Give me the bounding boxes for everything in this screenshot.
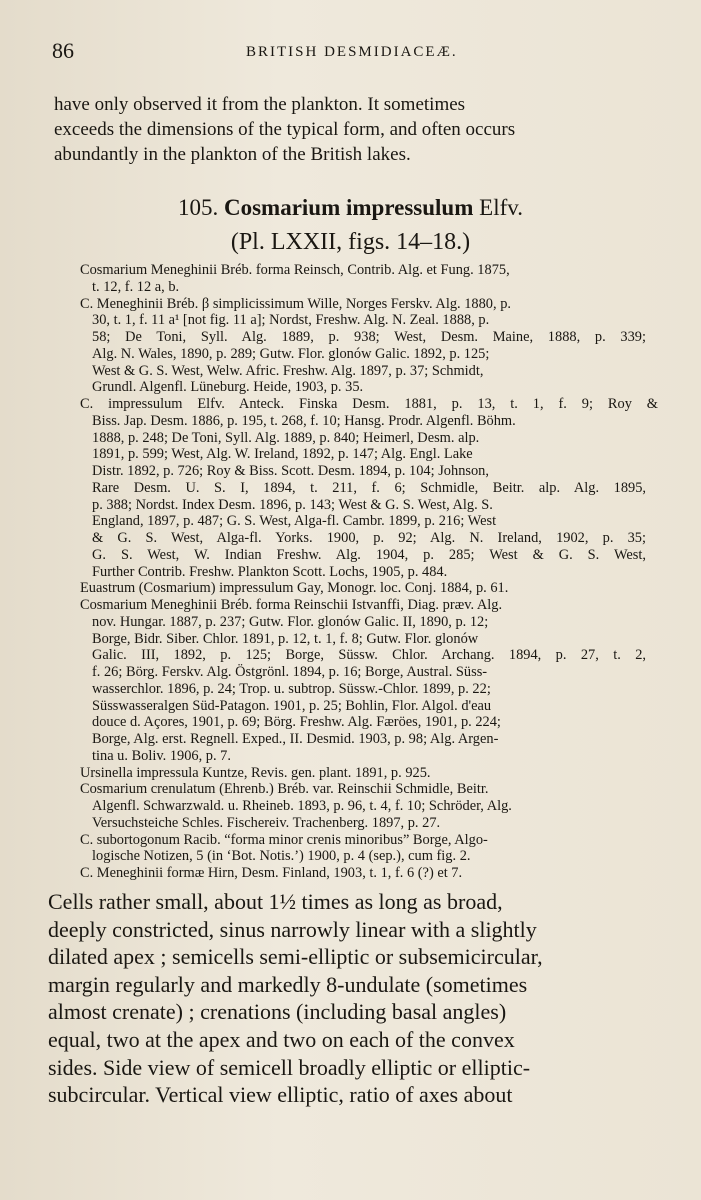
synonymy-line: 58; De Toni, Syll. Alg. 1889, p. 938; West, Desm. Maine, 1888, p. 339; bbox=[92, 329, 646, 345]
plate-reference: (Pl. LXXII, figs. 14–18.) bbox=[230, 229, 471, 255]
synonymy-line: f. 26; Börg. Ferskv. Alg. Östgrönl. 1894, p. 16; Borge, Austral. Süss- bbox=[92, 664, 488, 680]
synonymy-line: 30, t. 1, f. 11 a¹ [not fig. 11 a]; Nordst, Freshw. Alg. N. Zeal. 1888, p. bbox=[92, 312, 490, 329]
synonymy-line: Distr. 1892, p. 726; Roy & Biss. Scott. Desm. 1894, p. 104; Johnson, bbox=[92, 463, 489, 479]
synonymy-line: Euastrum (Cosmarium) impressulum Gay, Monogr. loc. Conj. 1884, p. 61. bbox=[80, 580, 509, 597]
species-heading bbox=[0, 192, 701, 224]
synonymy-line: wasserchlor. 1896, p. 24; Trop. u. subtrop. Süssw.-Chlor. 1899, p. 22; bbox=[92, 680, 491, 697]
intro-paragraph bbox=[54, 92, 664, 167]
synonymy-line: C. impressulum Elfv. Anteck. Finska Desm. 1881, p. 13, t. 1, f. 9; Roy & bbox=[80, 396, 658, 412]
synonymy-line: Borge, Bidr. Siber. Chlor. 1891, p. 12, t. 1, f. 8; Gutw. Flor. glonów bbox=[92, 630, 479, 647]
description-paragraph bbox=[48, 888, 668, 1109]
synonymy-line: Biss. Jap. Desm. 1886, p. 195, t. 268, f. 10; Hansg. Prodr. Algenfl. Böhm. bbox=[92, 412, 516, 429]
synonymy-line: douce d. Açores, 1901, p. 69; Börg. Freshw. Alg. Færöes, 1901, p. 224; bbox=[92, 714, 501, 731]
synonymy-line: Cosmarium Meneghinii Bréb. forma Reinsch, Contrib. Alg. et Fung. 1875, bbox=[80, 262, 510, 278]
description-line: almost crenate) ; crenations (including basal angles) bbox=[48, 999, 507, 1025]
description-line: dilated apex ; semicells semi-elliptic or subsemicircular, bbox=[48, 944, 543, 970]
synonymy-line: & G. S. West, Alga-fl. Yorks. 1900, p. 92; Alg. N. Ireland, 1902, p. 35; bbox=[92, 530, 646, 546]
synonymy-line: Süsswasseralgen Süd-Patagon. 1901, p. 25; Bohlin, Flor. Algol. d'eau bbox=[92, 697, 492, 714]
description-line: subcircular. Vertical view elliptic, ratio of axes about bbox=[48, 1082, 513, 1108]
synonymy-line: Algenfl. Schwarzwald. u. Rheineb. 1893, p. 96, t. 4, f. 10; Schröder, Alg. bbox=[92, 798, 512, 814]
synonymy-line: Alg. N. Wales, 1890, p. 289; Gutw. Flor. glonów Galic. 1892, p. 125; bbox=[92, 345, 490, 362]
page-number: 86 bbox=[52, 38, 74, 63]
synonymy-line: Galic. III, 1892, p. 125; Borge, Süssw. Chlor. Archang. 1894, p. 27, t. 2, bbox=[92, 647, 646, 664]
synonymy-line: G. S. West, W. Indian Freshw. Alg. 1904, p. 285; West & G. S. West, bbox=[92, 546, 646, 563]
synonymy-line: 1888, p. 248; De Toni, Syll. Alg. 1889, p. 840; Heimerl, Desm. alp. bbox=[92, 429, 480, 446]
synonymy-line: West & G. S. West, Welw. Afric. Freshw. Alg. 1897, p. 37; Schmidt, bbox=[92, 362, 484, 379]
synonymy-line: 1891, p. 599; West, Alg. W. Ireland, 1892, p. 147; Alg. Engl. Lake bbox=[92, 446, 473, 463]
synonymy-line: Rare Desm. U. S. I, 1894, t. 211, f. 6; Schmidle, Beitr. alp. Alg. 1895, bbox=[92, 479, 646, 496]
description-line: margin regularly and markedly 8-undulate (sometimes bbox=[48, 971, 528, 997]
intro-line: exceeds the dimensions of the typical form, and often occurs bbox=[54, 119, 516, 140]
synonymy-line: Borge, Alg. erst. Regnell. Exped., II. Desmid. 1903, p. 98; Alg. Argen- bbox=[92, 731, 499, 747]
running-title: BRITISH DESMIDIACEÆ. bbox=[246, 44, 458, 60]
species-name: Cosmarium impressulum bbox=[223, 195, 474, 220]
synonymy-list bbox=[74, 262, 664, 882]
synonymy-line: Ursinella impressula Kuntze, Revis. gen. plant. 1891, p. 925. bbox=[80, 764, 431, 781]
synonymy-line: C. Meneghinii Bréb. β simplicissimum Wille, Norges Ferskv. Alg. 1880, p. bbox=[80, 295, 511, 312]
synonymy-line: p. 388; Nordst. Index Desm. 1896, p. 143; West & G. S. West, Alg. S. bbox=[92, 496, 493, 513]
synonymy-line: C. Meneghinii formæ Hirn, Desm. Finland, 1903, t. 1, f. 6 (?) et 7. bbox=[80, 865, 463, 881]
species-authority: Elfv. bbox=[479, 195, 523, 220]
synonymy-line: t. 12, f. 12 a, b. bbox=[92, 278, 180, 295]
synonymy-line: Cosmarium Meneghinii Bréb. forma Reinschii Istvanffi, Diag. præv. Alg. bbox=[80, 597, 503, 613]
description-line: deeply constricted, sinus narrowly linear with a slightly bbox=[48, 916, 537, 942]
species-number: 105. bbox=[177, 195, 219, 220]
synonymy-line: C. subortogonum Racib. “forma minor crenis minoribus” Borge, Algo- bbox=[80, 831, 488, 848]
running-head bbox=[46, 38, 666, 68]
synonymy-line: Cosmarium crenulatum (Ehrenb.) Bréb. var. Reinschii Schmidle, Beitr. bbox=[80, 781, 489, 798]
synonymy-line: Further Contrib. Freshw. Plankton Scott. Lochs, 1905, p. 484. bbox=[92, 563, 448, 580]
synonymy-line: Grundl. Algenfl. Lüneburg. Heide, 1903, p. 35. bbox=[92, 379, 364, 396]
synonymy-line: Versuchsteiche Schles. Fischereiv. Trachenberg. 1897, p. 27. bbox=[92, 814, 441, 831]
synonymy-line: nov. Hungar. 1887, p. 237; Gutw. Flor. glonów Galic. II, 1890, p. 12; bbox=[92, 613, 489, 630]
description-line: Cells rather small, about 1½ times as long as broad, bbox=[48, 889, 503, 914]
synonymy-line: England, 1897, p. 487; G. S. West, Alga-fl. Cambr. 1899, p. 216; West bbox=[92, 513, 497, 530]
description-line: equal, two at the apex and two on each of the convex bbox=[48, 1026, 515, 1052]
intro-line: abundantly in the plankton of the British lakes. bbox=[54, 144, 411, 165]
description-line: sides. Side view of semicell broadly elliptic or elliptic- bbox=[48, 1054, 531, 1080]
intro-line: have only observed it from the plankton. It sometimes bbox=[54, 94, 466, 115]
synonymy-line: tina u. Boliv. 1906, p. 7. bbox=[92, 747, 231, 764]
synonymy-line: logische Notizen, 5 (in ‘Bot. Notis.’) 1900, p. 4 (sep.), cum fig. 2. bbox=[92, 848, 471, 865]
